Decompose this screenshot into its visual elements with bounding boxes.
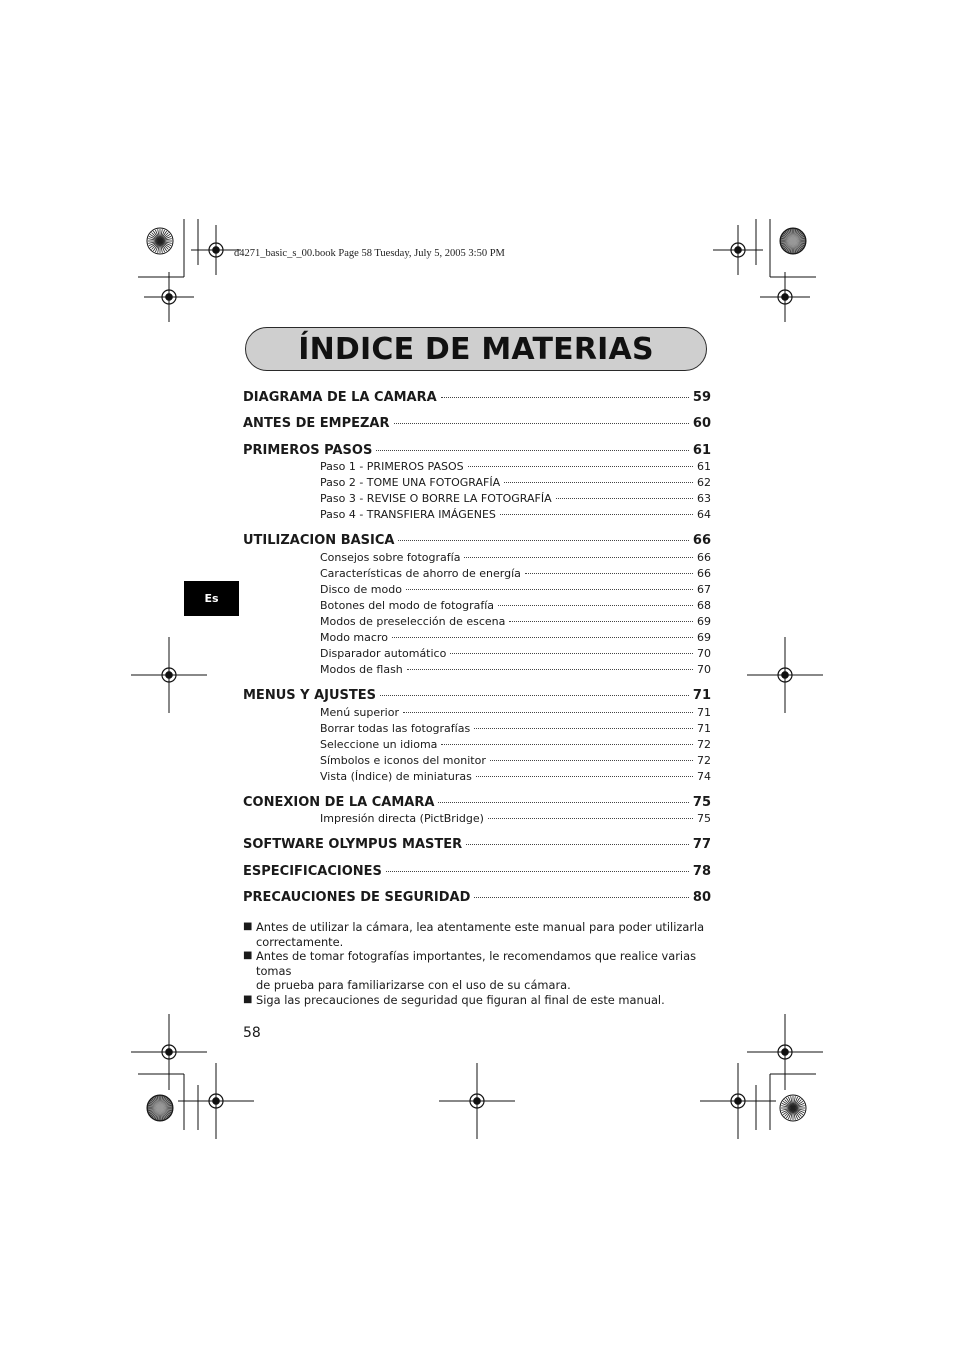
toc-entry-page: 59 bbox=[692, 390, 711, 405]
toc-entry-page: 80 bbox=[692, 890, 711, 905]
toc-entry-page: 60 bbox=[692, 416, 711, 431]
toc-section-entry bbox=[243, 443, 711, 458]
dot-leader bbox=[450, 653, 693, 654]
toc-entry-page: 75 bbox=[697, 812, 711, 825]
registration-dot bbox=[165, 671, 172, 678]
toc-subsection-entry bbox=[320, 567, 711, 580]
toc-entry-page: 67 bbox=[697, 583, 711, 596]
toc-entry-label: Seleccione un idioma bbox=[320, 738, 438, 751]
dot-leader bbox=[386, 871, 689, 872]
dot-leader bbox=[392, 637, 693, 638]
toc-entry-label: UTILIZACIÓN BÁSICA bbox=[243, 533, 395, 548]
dot-leader bbox=[441, 397, 689, 398]
note-text: de prueba para familiarizarse con el uso de su cámara. bbox=[256, 978, 571, 993]
dot-leader bbox=[398, 540, 688, 541]
print-info-header: d4271_basic_s_00.book Page 58 Tuesday, July 5, 2005 3:50 PM bbox=[234, 248, 505, 259]
toc-entry-page: 62 bbox=[697, 476, 711, 489]
toc-section-entry bbox=[243, 533, 711, 548]
toc-subsection-entry bbox=[320, 476, 711, 489]
toc-subsection-entry bbox=[320, 599, 711, 612]
toc-subsection-entry bbox=[320, 663, 711, 676]
dot-leader bbox=[468, 466, 693, 467]
toc-subsection-entry bbox=[320, 754, 711, 767]
toc-entry-label: Impresión directa (PictBridge) bbox=[320, 812, 484, 825]
registration-dot bbox=[212, 246, 219, 253]
language-tab: Es bbox=[184, 581, 239, 616]
toc-entry-page: 69 bbox=[697, 631, 711, 644]
toc-entry-page: 78 bbox=[692, 864, 711, 879]
dot-leader bbox=[474, 897, 688, 898]
registration-dot bbox=[781, 293, 788, 300]
note-text: Antes de tomar fotografías importantes, le recomendamos que realice varias tomas bbox=[256, 949, 697, 978]
toc-entry-page: 72 bbox=[697, 754, 711, 767]
toc-entry-label: DIAGRAMA DE LA CÁMARA bbox=[243, 390, 437, 405]
toc-entry-label: Modos de flash bbox=[320, 663, 403, 676]
dot-leader bbox=[488, 818, 693, 819]
toc-entry-page: 68 bbox=[697, 599, 711, 612]
note-text: Antes de utilizar la cámara, lea atentamente este manual para poder utilizarla bbox=[256, 920, 705, 934]
toc-entry-label: SOFTWARE OLYMPUS MASTER bbox=[243, 837, 463, 852]
toc-entry-label: Consejos sobre fotografía bbox=[320, 551, 461, 564]
toc-section-entry bbox=[243, 688, 711, 703]
toc-entry-label: PRECAUCIONES DE SEGURIDAD bbox=[243, 890, 471, 905]
toc-subsection-entry bbox=[320, 615, 711, 628]
dot-leader bbox=[500, 514, 693, 515]
dot-leader bbox=[394, 423, 689, 424]
toc-entry-label: MENÚS Y AJUSTES bbox=[243, 688, 377, 703]
registration-dot bbox=[781, 671, 788, 678]
toc-entry-label: Disparador automático bbox=[320, 647, 447, 660]
toc-section-entry bbox=[243, 864, 711, 879]
dot-leader bbox=[403, 712, 693, 713]
registration-dot bbox=[165, 1048, 172, 1055]
note-text: Siga las precauciones de seguridad que figuran al final de este manual. bbox=[256, 992, 665, 1007]
toc-entry-label: Paso 2 - TOME UNA FOTOGRAFÍA bbox=[320, 476, 501, 489]
dot-leader bbox=[441, 744, 693, 745]
toc-entry-page: 71 bbox=[697, 706, 711, 719]
toc-subsection-entry bbox=[320, 812, 711, 825]
toc-entry-page: 69 bbox=[697, 615, 711, 628]
bullet-square-icon: ■ bbox=[243, 950, 253, 962]
dot-leader bbox=[407, 669, 693, 670]
registration-dot bbox=[165, 293, 172, 300]
registration-dot bbox=[781, 1048, 788, 1055]
note-item bbox=[243, 920, 718, 949]
toc-section-entry bbox=[243, 795, 711, 810]
toc-section-entry bbox=[243, 390, 711, 405]
toc-entry-label: Símbolos e iconos del monitor bbox=[320, 754, 486, 767]
registration-dot bbox=[734, 246, 741, 253]
dot-leader bbox=[509, 621, 693, 622]
toc-subsection-entry bbox=[320, 551, 711, 564]
page-title: ÍNDICE DE MATERIAS bbox=[298, 332, 654, 367]
toc-subsection-entry bbox=[320, 508, 711, 521]
toc-entry-page: 75 bbox=[692, 795, 711, 810]
toc-entry-label: Características de ahorro de energía bbox=[320, 567, 521, 580]
registration-dot bbox=[473, 1097, 480, 1104]
toc-entry-label: Modos de preselección de escena bbox=[320, 615, 506, 628]
notes-list bbox=[243, 920, 718, 1008]
toc-entry-page: 66 bbox=[697, 567, 711, 580]
dot-leader bbox=[376, 450, 689, 451]
toc-subsection-entry bbox=[320, 738, 711, 751]
dot-leader bbox=[466, 844, 689, 845]
toc-entry-label: ANTES DE EMPEZAR bbox=[243, 416, 390, 431]
registration-dot bbox=[734, 1097, 741, 1104]
dot-leader bbox=[525, 573, 693, 574]
dot-leader bbox=[438, 802, 688, 803]
toc-subsection-entry bbox=[320, 706, 711, 719]
dot-leader bbox=[474, 728, 693, 729]
toc-entry-page: 66 bbox=[692, 533, 711, 548]
toc-entry-page: 77 bbox=[692, 837, 711, 852]
toc-entry-page: 71 bbox=[697, 722, 711, 735]
toc-entry-page: 70 bbox=[697, 647, 711, 660]
toc-entry-label: Botones del modo de fotografía bbox=[320, 599, 495, 612]
toc-entry-label: PRIMEROS PASOS bbox=[243, 443, 373, 458]
toc-subsection-entry bbox=[320, 583, 711, 596]
title-banner bbox=[245, 327, 707, 371]
toc-entry-label: Borrar todas las fotografías bbox=[320, 722, 471, 735]
dot-leader bbox=[380, 695, 689, 696]
note-item bbox=[243, 993, 718, 1008]
toc-entry-label: Modo macro bbox=[320, 631, 388, 644]
dot-leader bbox=[504, 482, 693, 483]
toc-entry-label: Vista (Índice) de miniaturas bbox=[320, 770, 472, 783]
dot-leader bbox=[464, 557, 693, 558]
dot-leader bbox=[556, 498, 693, 499]
toc-entry-label: Paso 4 - TRANSFIERA IMÁGENES bbox=[320, 508, 496, 521]
toc-entry-label: CONEXIÓN DE LA CÁMARA bbox=[243, 795, 435, 810]
page-number: 58 bbox=[243, 1025, 261, 1041]
toc-entry-label: Menú superior bbox=[320, 706, 399, 719]
dot-leader bbox=[498, 605, 693, 606]
toc-subsection-entry bbox=[320, 460, 711, 473]
toc-entry-label: ESPECIFICACIONES bbox=[243, 864, 382, 879]
toc-entry-page: 66 bbox=[697, 551, 711, 564]
dot-leader bbox=[490, 760, 693, 761]
dot-leader bbox=[476, 776, 693, 777]
toc-section-entry bbox=[243, 890, 711, 905]
toc-section-entry bbox=[243, 837, 711, 852]
bullet-square-icon: ■ bbox=[243, 921, 253, 932]
toc-entry-label: Paso 3 - REVISE O BORRE LA FOTOGRAFÍA bbox=[320, 492, 552, 505]
toc-subsection-entry bbox=[320, 722, 711, 735]
toc-subsection-entry bbox=[320, 647, 711, 660]
toc-entry-label: Disco de modo bbox=[320, 583, 402, 596]
toc-subsection-entry bbox=[320, 631, 711, 644]
registration-dot bbox=[212, 1097, 219, 1104]
toc-entry-label: Paso 1 - PRIMEROS PASOS bbox=[320, 460, 464, 473]
toc-entry-page: 64 bbox=[697, 508, 711, 521]
toc-entry-page: 71 bbox=[692, 688, 711, 703]
toc-entry-page: 70 bbox=[697, 663, 711, 676]
toc-entry-page: 63 bbox=[697, 492, 711, 505]
toc-subsection-entry bbox=[320, 492, 711, 505]
dot-leader bbox=[406, 589, 693, 590]
note-text: correctamente. bbox=[256, 934, 344, 949]
note-item bbox=[243, 949, 718, 993]
toc-entry-page: 61 bbox=[697, 460, 711, 473]
toc-entry-page: 61 bbox=[692, 443, 711, 458]
toc-entry-page: 72 bbox=[697, 738, 711, 751]
toc-entry-page: 74 bbox=[697, 770, 711, 783]
toc-subsection-entry bbox=[320, 770, 711, 783]
toc-section-entry bbox=[243, 416, 711, 431]
bullet-square-icon: ■ bbox=[243, 993, 253, 1005]
